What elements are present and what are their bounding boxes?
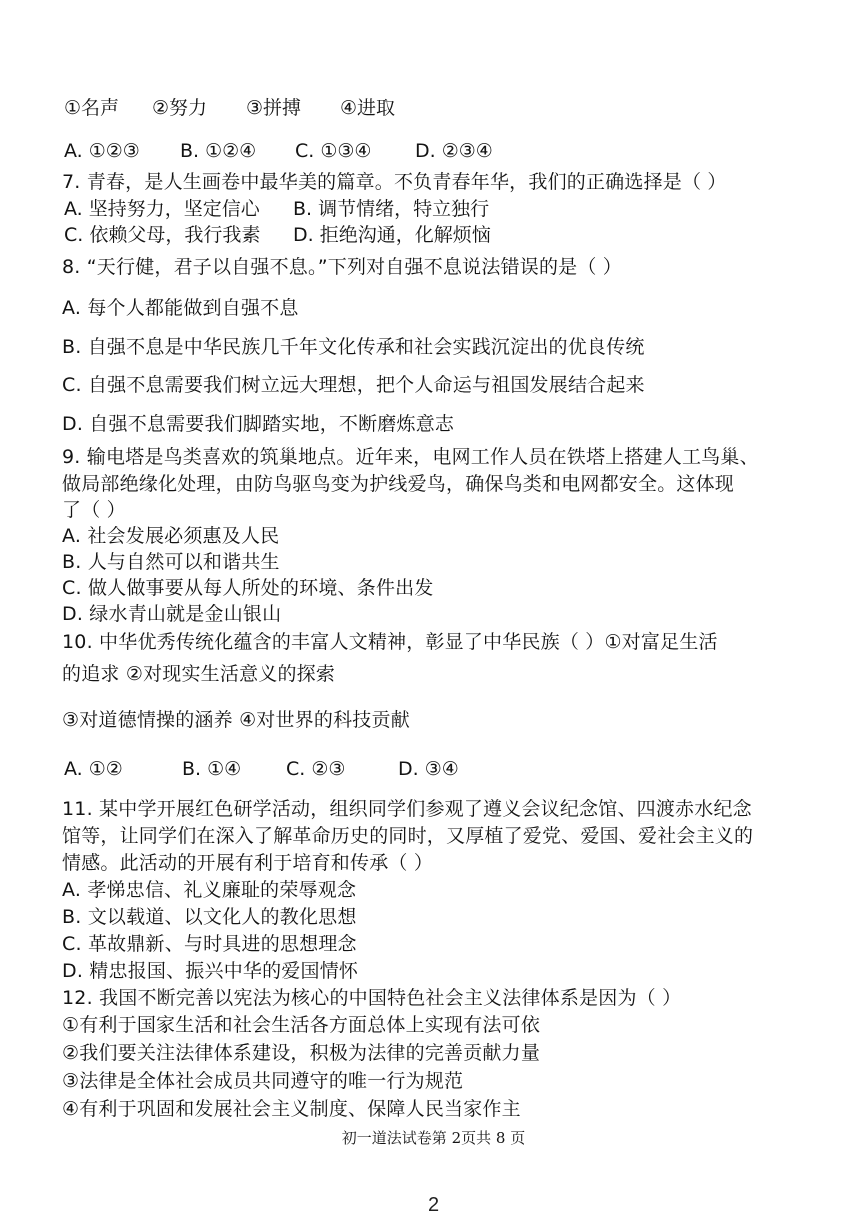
page-footer: 初一道法试卷第 2页共 8 页 xyxy=(341,1129,526,1147)
q9-option-a: A. 社会发展必须惠及人民 xyxy=(62,525,280,547)
q6-item-3: ③拼搏 xyxy=(246,97,302,119)
q11-option-a: A. 孝悌忠信、礼义廉耻的荣辱观念 xyxy=(62,879,357,901)
q6-option-c: C. ①③④ xyxy=(295,140,372,162)
q11-option-b: B. 文以载道、以文化人的教化思想 xyxy=(62,906,357,928)
q9-option-b: B. 人与自然可以和谐共生 xyxy=(62,551,280,573)
q8-option-a: A. 每个人都能做到自强不息 xyxy=(62,297,299,319)
q11-stem-line-3: 情感。此活动的开展有利于培育和传承（ ） xyxy=(62,852,434,874)
q8-option-c: C. 自强不息需要我们树立远大理想，把个人命运与祖国发展结合起来 xyxy=(62,374,645,396)
q7-option-a: A. 坚持努力，坚定信心 xyxy=(64,198,260,220)
q10-option-d: D. ③④ xyxy=(398,758,459,780)
q6-option-d: D. ②③④ xyxy=(415,140,493,162)
q8-option-b: B. 自强不息是中华民族几千年文化传承和社会实践沉淀出的优良传统 xyxy=(62,336,645,358)
q6-option-a: A. ①②③ xyxy=(64,140,140,162)
q8-option-d: D. 自强不息需要我们脚踏实地，不断磨炼意志 xyxy=(62,413,455,435)
q6-item-1: ①名声 xyxy=(64,97,120,119)
q8-stem: 8. “天行健，君子以自强不息。”下列对自强不息说法错误的是（ ） xyxy=(62,256,622,278)
q7-option-c: C. 依赖父母，我行我素 xyxy=(64,224,261,246)
q7-stem: 7. 青春，是人生画卷中最华美的篇章。不负青春年华，我们的正确选择是（ ） xyxy=(62,171,727,193)
q7-option-b: B. 调节情绪，特立独行 xyxy=(293,198,490,220)
q12-stem: 12. 我国不断完善以宪法为核心的中国特色社会主义法律体系是因为（ ） xyxy=(62,987,682,1009)
q11-stem-line-2: 馆等，让同学们在深入了解革命历史的同时，又厚植了爱党、爱国、爱社会主义的 xyxy=(62,825,754,847)
q11-stem-line-1: 11. 某中学开展红色研学活动，组织同学们参观了遵义会议纪念馆、四渡赤水纪念 xyxy=(62,798,752,820)
q6-item-2: ②努力 xyxy=(152,97,208,119)
q6-option-b: B. ①②④ xyxy=(180,140,257,162)
q11-option-d: D. 精忠报国、振兴中华的爱国情怀 xyxy=(62,960,359,982)
q11-option-c: C. 革故鼎新、与时具进的思想理念 xyxy=(62,933,357,955)
q6-item-4: ④进取 xyxy=(340,97,396,119)
q10-stem-line-2: 的追求 ②对现实生活意义的探索 xyxy=(62,663,336,685)
q10-option-b: B. ①④ xyxy=(182,758,242,780)
q10-option-a: A. ①② xyxy=(64,758,123,780)
page-number: 2 xyxy=(427,1194,440,1216)
q9-option-d: D. 绿水青山就是金山银山 xyxy=(62,603,282,625)
q7-option-d: D. 拒绝沟通，化解烦恼 xyxy=(293,224,491,246)
q10-option-c: C. ②③ xyxy=(286,758,346,780)
q10-stem-line-1: 10. 中华优秀传统化蕴含的丰富人文精神，彰显了中华民族（ ）①对富足生活 xyxy=(62,631,718,653)
q9-stem-line-2: 做局部绝缘化处理，由防鸟驱鸟变为护线爱鸟，确保鸟类和电网都安全。这体现 xyxy=(62,473,735,495)
q9-stem-line-3: 了（ ） xyxy=(62,499,126,521)
q12-item-1: ①有利于国家生活和社会生活各方面总体上实现有法可依 xyxy=(62,1014,541,1036)
q9-option-c: C. 做人做事要从每人所处的环境、条件出发 xyxy=(62,577,434,599)
q9-stem-line-1: 9. 输电塔是鸟类喜欢的筑巢地点。近年来，电网工作人员在铁塔上搭建人工鸟巢、 xyxy=(62,446,759,468)
q12-item-3: ③法律是全体社会成员共同遵守的唯一行为规范 xyxy=(62,1070,464,1092)
q12-item-2: ②我们要关注法律体系建设，积极为法律的完善贡献力量 xyxy=(62,1042,541,1064)
q12-item-4: ④有利于巩固和发展社会主义制度、保障人民当家作主 xyxy=(62,1098,521,1120)
q10-stem-line-3: ③对道德情操的涵养 ④对世界的科技贡献 xyxy=(62,709,410,731)
